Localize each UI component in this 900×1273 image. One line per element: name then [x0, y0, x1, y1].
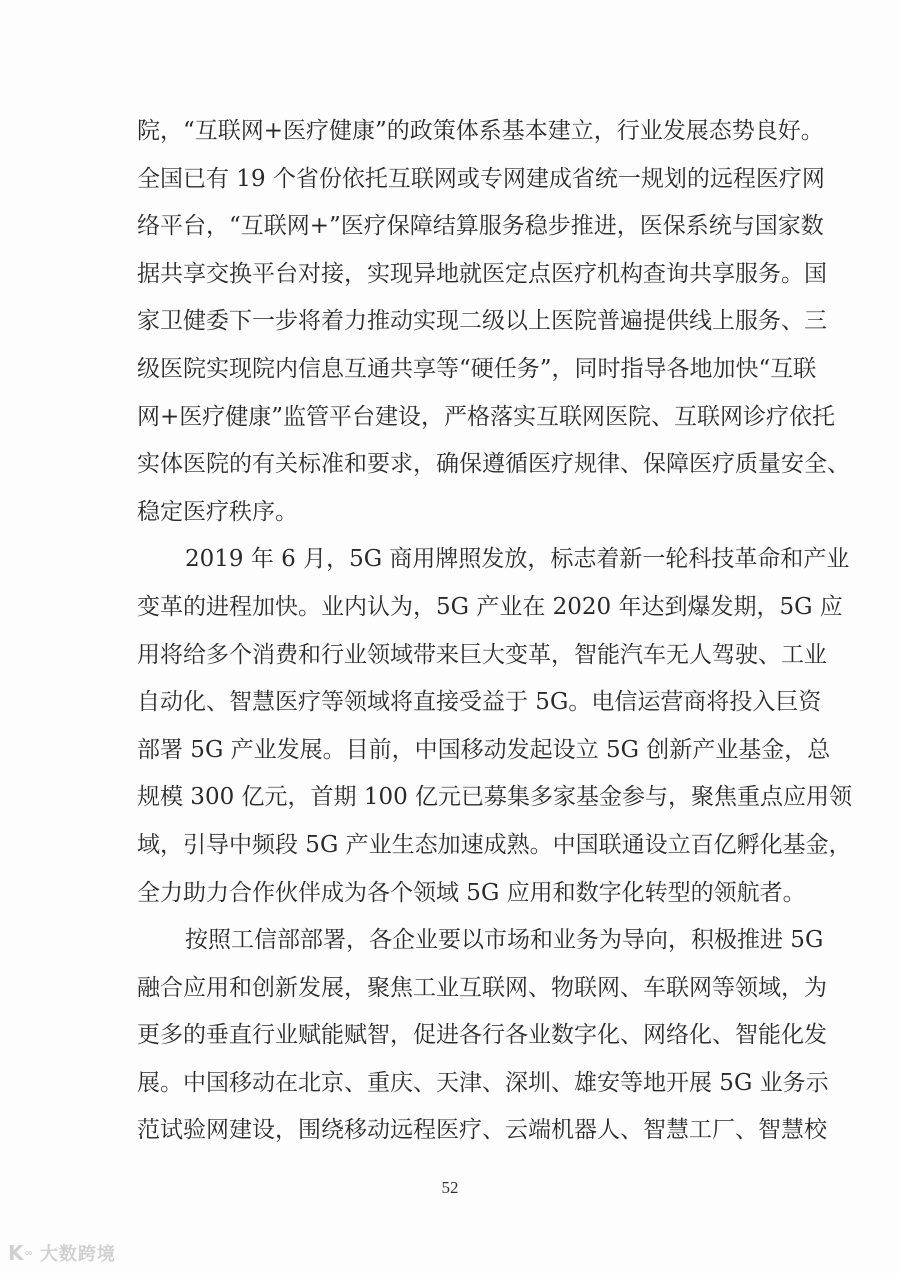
- text-line: 级医院实现院内信息互通共享等“硬任务”，同时指导各地加快“互联: [137, 355, 817, 382]
- text-line: 院，“互联网+医疗健康”的政策体系基本建立，行业发展态势良好。: [137, 118, 824, 144]
- text-line: 用将给多个消费和行业领域带来巨大变革，智能汽车无人驾驶、工业: [137, 641, 827, 668]
- text-line: 实体医院的有关标准和要求，确保遵循医疗规律、保障医疗质量安全、: [137, 451, 850, 478]
- text-line: 展。中国移动在北京、重庆、天津、深圳、雄安等地开展 5G 业务示: [137, 1069, 829, 1096]
- text-line: 部署 5G 产业发展。目前，中国移动发起设立 5G 创新产业基金，总: [137, 736, 831, 763]
- text-line: 络平台，“互联网+”医疗保障结算服务稳步推进，医保系统与国家数: [137, 213, 824, 240]
- text-line: 2019 年 6 月，5G 商用牌照发放，标志着新一轮科技革命和产业: [185, 546, 850, 573]
- text-line: 全国已有 19 个省份依托互联网或专网建成省统一规划的远程医疗网: [137, 165, 825, 192]
- document-body: [137, 108, 853, 1155]
- text-line: 域，引导中频段 5G 产业生态加速成熟。中国联通设立百亿孵化基金，: [137, 831, 852, 858]
- text-line: 自动化、智慧医疗等领域将直接受益于 5G。电信运营商将投入巨资: [137, 689, 822, 716]
- text-line: 变革的进程加快。业内认为，5G 产业在 2020 年达到爆发期，5G 应: [137, 593, 843, 620]
- text-line: 范试验网建设，围绕移动远程医疗、云端机器人、智慧工厂、智慧校: [137, 1117, 827, 1144]
- text-line: 据共享交换平台对接，实现异地就医定点医疗机构查询共享服务。国: [137, 260, 827, 287]
- text-line: 更多的垂直行业赋能赋智，促进各行各业数字化、网络化、智能化发: [137, 1022, 827, 1049]
- text-line: 稳定医疗秩序。: [137, 498, 298, 525]
- text-line: 规模 300 亿元，首期 100 亿元已募集多家基金参与，聚焦重点应用领: [137, 784, 853, 811]
- watermark-logo-icon: K ∞: [8, 1241, 34, 1265]
- paragraph: [137, 917, 829, 1155]
- text-line: 全力助力合作伙伴成为各个领域 5G 应用和数字化转型的领航者。: [137, 879, 806, 906]
- text-line: 网+医疗健康”监管平台建设，严格落实互联网医院、互联网诊疗依托: [137, 403, 836, 430]
- paragraph: [137, 536, 853, 917]
- page-number: 52: [441, 1178, 459, 1197]
- text-line: 家卫健委下一步将着力推动实现二级以上医院普遍提供线上服务、三: [137, 308, 827, 335]
- text-line: 融合应用和创新发展，聚焦工业互联网、物联网、车联网等领域，为: [137, 974, 827, 1001]
- watermark: [8, 1240, 116, 1266]
- watermark-text: 大数跨境: [39, 1244, 116, 1265]
- paragraph: [137, 108, 850, 536]
- text-line: 按照工信部部署，各企业要以市场和业务为导向，积极推进 5G: [185, 927, 824, 954]
